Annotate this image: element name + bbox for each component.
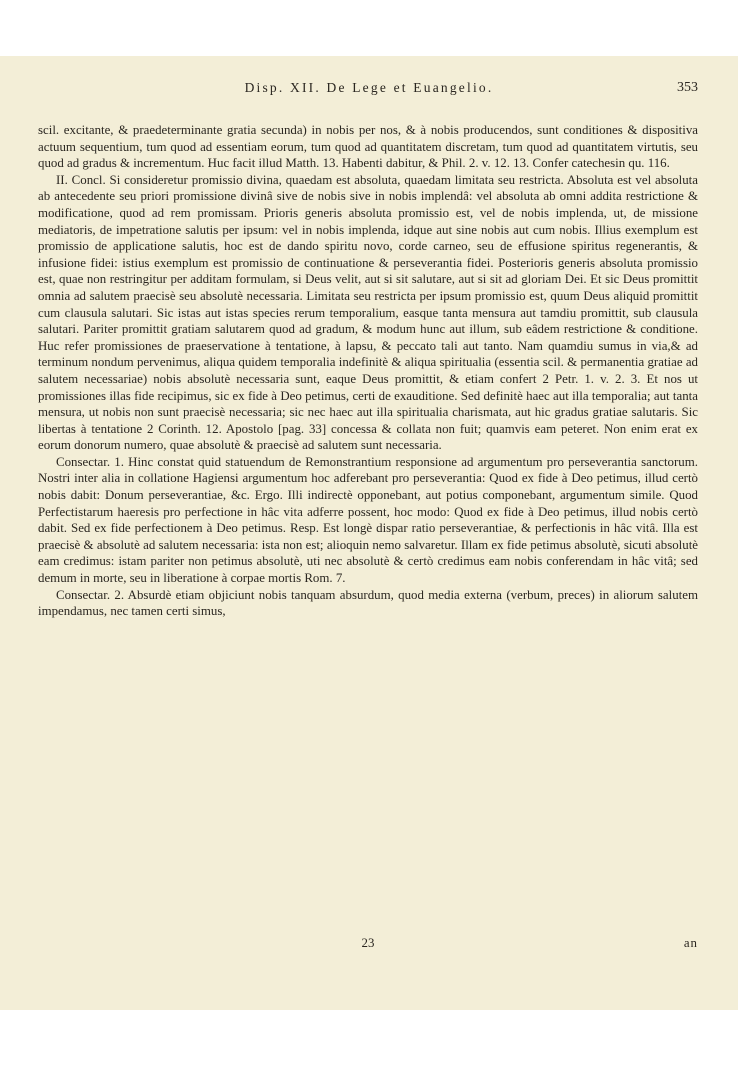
- paragraph-consectarium-2: Consectar. 2. Absurdè etiam objiciunt nobis tanquam absurdum, quod media externa (verbum, preces) in aliorum salutem impendamus, nec tamen certi simus,: [38, 587, 698, 619]
- running-title: Disp. XII. De Lege et Euangelio.: [244, 80, 494, 95]
- page-header: [36, 78, 702, 98]
- paragraph-conclusion-ii: II. Concl. Si consideretur promissio divina, quaedam est absoluta, quaedam limitata seu restricta. Absoluta est vel absoluta ab antecedente seu priori promissione divinâ sive de nobis sive in nobis implendâ: vel absoluta ab omni addita restrictione & modificatione, quod ad rem promissam. Prioris generis absoluta promissio est, vel de nobis implenda, ut, de missione mediatoris, de impetratione salutis per ipsum: vel in nobis implenda, idque aut sine nobis aut cum nobis. Illius exemplum est promissio de applicatione salutis, hoc est de dando spiritu novo, corde carneo, seu de effusione spiritus regenerantis, & infusione fidei: istius exemplum est promissio de continuatione & perseverantia fidei. Posterioris generis absoluta promissio est, quae non restringitur per additam formulam, si Deus velit, aut si sit salutare, aut si sit ad gloriam Dei. Et sic Deus promittit omnia ad salutem praecisè seu absolutè necessaria. Limitata seu restricta per ipsum promissio est, quum Deus aliquid promittit cum clausula salutari. Sic istas aut istas species rerum temporalium, easque tanta mensura aut tamdiu promittit, sub clausula salutari. Pariter promittit gratiam salutarem quod ad gradum, & modum hunc aut illum, sub eâdem restrictione & conditione. Huc refer promissiones de praeservatione à tentatione, à lapsu, & peccato tali aut tanto. Nam quamdiu sumus in via,& ad terminum nondum pervenimus, aliqua quidem temporalia indefinitè & aliqua spiritualia (essentia scil. & permanentia gratiae ad salutem necessariae) nobis absolutè necessaria sunt, eaque Deus promittit, & etiam confert 2 Petr. 1. v. 2. 3. Et nos ut promissiones illas fide recipimus, sic ex fide à Deo petimus, certi de exauditione. Sed definitè haec aut illa temporalia; aut tanta mensura, ut nobis non sunt praecisè necessaria; sic nec haec aut illa spiritualia charismata, aut hic gradus gratiae salutaris. Sic libertas à tentatione 2 Corinth. 12. Apostolo [pag. 33] concessa & collata non fuit; quamvis eam peteret. Non enim erat ex eorum donorum numero, quae absolutè & praecisè ad salutem sunt necessaria.: [38, 172, 698, 453]
- page-number: 353: [677, 80, 698, 95]
- book-page: [0, 56, 738, 1010]
- signature-mark: 23: [361, 936, 375, 950]
- paragraph-continuation: scil. excitante, & praedeterminante gratia secunda) in nobis per nos, & à nobis producendos, sunt conditiones & dispositiva actuum sequentium, tum quod ad essentiam eorum, tum quod ad quantitatem discretam, tum quod ad quantitatem virtutis, seu quod ad gradus & incrementum. Huc facit illud Matth. 13. Habenti dabitur, & Phil. 2. v. 12. 13. Confer catechesin qu. 116.: [38, 123, 698, 171]
- body-text: [38, 122, 698, 620]
- catchword: an: [683, 936, 698, 950]
- page-footer: [38, 934, 698, 952]
- paragraph-consectarium-1: Consectar. 1. Hinc constat quid statuendum de Remonstrantium responsione ad argumentum pro perseverantia sanctorum. Nostri inter alia in collatione Hagiensi argumentum hoc adferebant pro perseverantia: Quod ex fide à Deo petimus, illud certò nobis dabit: Donum perseverantiae, &c. Ergo. Illi indirectè opponebant, aut potius componebant, argumentum simile. Quod Perfectistarum haeresis pro perfectione in hâc vita adferre possent, hoc modo: Quod ex fide à Deo petimus, illud nobis certò dabit. Sed ex fide perfectionem à Deo petimus. Resp. Est longè dispar ratio perseverantiae, & perfectionis in hâc vitâ. Illa est praecisè & absolutè ad salutem necessaria: ista non est; alioquin nemo salvaretur. Illam ex fide petimus absolutè, sicuti absolutè eam credimus: istam pariter non petimus absolutè, uti nec absolutè & certò credimus eam nobis conferendam in hâc vitâ; sed demum in morte, seu in liberatione à corpae mortis Rom. 7.: [38, 454, 698, 586]
